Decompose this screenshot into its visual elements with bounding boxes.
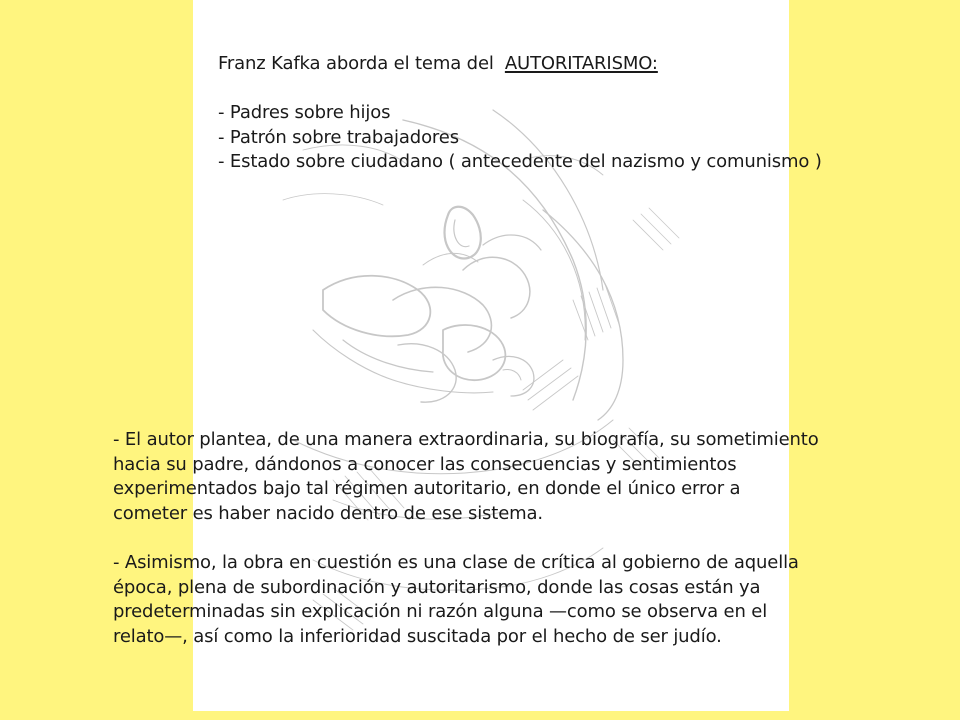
paragraph-1-line: hacia su padre, dándonos a conocer las consecuencias y sentimientos [113,453,737,475]
intro-title [218,52,822,77]
bullet-item: - Estado sobre ciudadano ( antecedente del nazismo y comunismo ) [218,151,822,172]
paragraph-2-line: - Asimismo, la obra en cuestión es una clase de crítica al gobierno de aquella [113,552,799,573]
paragraph-2-line: relato—, así como la inferioridad suscitada por el hecho de ser judío. [113,625,722,647]
paragraph-1-line: experimentados bajo tal régimen autoritario, en donde el único error a [113,478,741,499]
paragraph-2-line: época, plena de subordinación y autoritarismo, donde las cosas están ya [113,576,761,598]
intro-title-emphasis: AUTORITARISMO: [504,53,658,74]
paragraph-spacer [113,526,903,551]
bullet-item: - Padres sobre hijos [218,102,391,123]
body-text-block [113,428,903,649]
intro-block [218,52,822,175]
intro-title-prefix: Franz Kafka aborda el tema del [218,53,494,74]
paragraph-1-line: cometer es haber nacido dentro de ese sistema. [113,502,543,524]
paragraph-2-line: predeterminadas sin explicación ni razón alguna —como se observa en el [113,601,768,622]
bullet-item: - Patrón sobre trabajadores [218,126,459,148]
paragraph-1-line: - El autor plantea, de una manera extraordinaria, su biografía, su sometimiento [113,429,819,450]
